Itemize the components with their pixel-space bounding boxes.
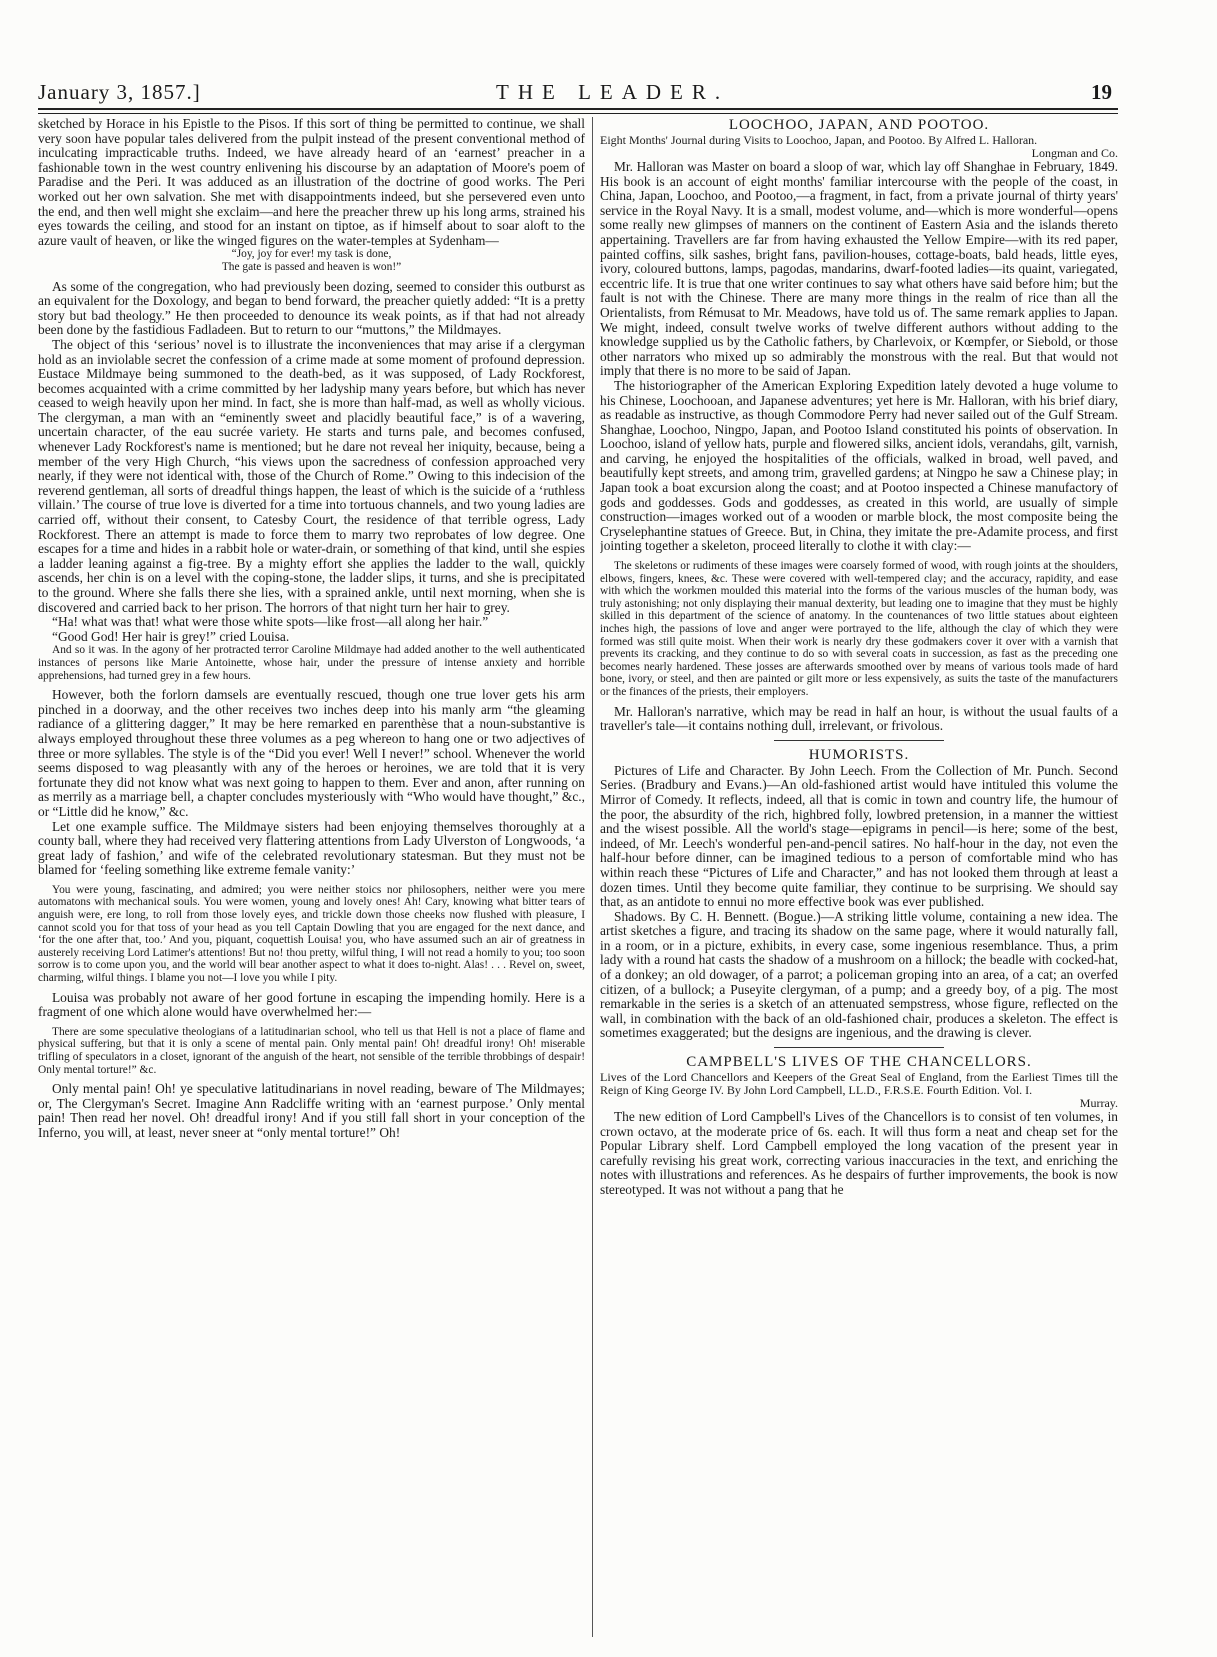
quotation: There are some speculative theologians of a latitudinarian school, who tell us that Hell is not a place of flame and physical suffering, but that it is only a scene of mental pain. Only mental pain! Oh! dreadful irony! Oh! miserable trifling of speculators in a closet, ignorant of the anguish of the heart, not sensible of the terrible throbbings of despair! Only mental torture!” &c.: [38, 1025, 585, 1076]
left-column: [38, 117, 585, 1637]
quotation: You were young, fascinating, and admired; you were neither stoics nor philosophers, neither were you mere automatons with mechanical souls. You were women, young and lovely ones! Ah! Cary, knowing what bitter tears of anguish were, ere long, to roll from those lovely eyes, and trickle down those cheeks now flushed with pleasure, I cannot scold you for that toss of your head as you tell Captain Dowling that you are engaged for the next dance, and ‘for the one after that, too.’ And you, piquant, coquettish Louisa! you, who have assumed such an air of greatness in austerely receiving Lord Latimer's attentions! But no! thou pretty, wilful thing, I will not read a homily to you; too soon sorrow is to come upon you, and the world will bear another aspect to what it does to-night. Alas! . . . Revel on, sweet, charming, wilful things. I blame you not—I love you while I pity.: [38, 883, 585, 985]
quoted-dialogue: “Good God! Her hair is grey!” cried Louisa.: [52, 628, 290, 644]
paragraph: Pictures of Life and Character. By John Leech. From the Collection of Mr. Punch. Second Series. (Bradbury and Evans.)—An old-fashioned artist would have intituled this volume the Mirror of Comedy. It reflects, indeed, all that is comic in town and country life, the humour of the poor, the absurdity of the rich, highbred folly, lowbred pretension, in a manner the wittiest and the wisest possible. All the world's stage—epigrams in pencil—is here; some of the best, indeed, of Mr. Leech's wonderful pen-and-pencil satires. No half-hour in the day, not even the half-hour before dinner, can be imagined tedious to a person of comfortable mind who has within reach these “Pictures of Life and Character,” and has not looked them through at least a dozen times. Until they become quite familiar, they continue to be surprising. We should say that, as an antidote to ennui no more effective book was ever published.: [600, 762, 1118, 910]
newspaper-title: THE LEADER.: [496, 80, 730, 104]
book-citation: Lives of the Lord Chancellors and Keepers of the Great Seal of England, from the Earliest Times till the Reign of King George IV. By John Lord Campbell, LL.D., F.R.S.E. Fourth Edition. Vol. I.: [600, 1070, 1118, 1098]
paragraph: The historiographer of the American Exploring Expedition lately devoted a huge volume to his Chinese, Loochooan, and Japanese adventures; yet here is Mr. Halloran, with his brief diary, as readable as instructive, as though Commodore Perry had never sailed out of the Gulf Stream. Shanghae, Loochoo, Ningpo, Japan, and Pootoo Island constituted his points of observation. In Loochoo, island of yellow hats, purple and flowered silks, ancient idols, verandahs, gilt, varnish, and carving, he enjoyed the hospitalities of the officials, walked in broad, well paved, and beautifully kept streets, and among trim, gravelled gardens; at Ningpo he saw a Chinese play; in Japan took a boat excursion along the coast; and at Pootoo inspected a Chinese manufactory of gods and goddesses. Gods and goddesses, as created in this world, are usually of simple construction—images worked out of a wooden or marble block, the most composite being the Cryselephantine statues of Greece. But, in China, they imitate the pre-Adamite process, and first jointing together a skeleton, proceed literally to clothe it with clay:—: [600, 377, 1118, 554]
verse-line: “Joy, joy for ever! my task is done,: [231, 248, 392, 261]
publisher: Murray.: [1079, 1096, 1118, 1111]
article-title-loochoo: LOOCHOO, JAPAN, AND POOTOO.: [728, 117, 990, 133]
quotation: And so it was. In the agony of her protracted terror Caroline Mildmaye had added another to the well authenticated instances of persons like Marie Antoinette, whose hair, under the pressure of intense anxiety and horrible apprehensions, had turned grey in a few hours.: [38, 644, 585, 682]
page-header: [38, 80, 1118, 106]
paragraph: Louisa was probably not aware of her good fortune in escaping the impending homily. Here is a fragment of one which alone would have overwhelmed her:—: [38, 989, 585, 1020]
paragraph: Let one example suffice. The Mildmaye sisters had been enjoying themselves thoroughly at a county ball, where they had received very flattering attentions from Lady Ulverston of Longwoods, ‘a great lady of fashion,’ and wife of the celebrated revolutionary statesman. But they must not be blamed for ‘feeling something like extreme female vanity:’: [38, 818, 585, 878]
paragraph: sketched by Horace in his Epistle to the Pisos. If this sort of thing be permitted to continue, we shall very soon have popular tales delivered from the pulpit instead of the present conventional method of inculcating impracticable truths. Indeed, we have already heard of an ‘earnest’ preacher in a fashionable town in the west country enlivening his discourse by an adaptation of Moore's poem of Paradise and the Peri. It was adduced as an illustration of the doctrine of good works. The Peri worked out her own salvation. She met with disappointments indeed, but she persevered even unto the end, and then well might she exclaim—and here the preacher threw up his long arms, strained his eyes towards the ceiling, and stood for an instant on tiptoe, as if himself about to soar aloft to the azure vault of heaven, or like the winged figures on the water-temples at Sydenham—: [38, 117, 585, 248]
paragraph: The object of this ‘serious’ novel is to illustrate the inconveniences that may arise if a clergyman hold as an inviolable secret the confession of a crime made at some moment of profound depression. Eustace Mildmaye being summoned to the death-bed, as it was supposed, of Lady Rockforest, becomes acquainted with a crime committed by her ladyship many years before, but which has never ceased to weigh heavily upon her mind. In fact, she is more than half-mad, as well as wholly vicious. The clergyman, a man with an “eminently sweet and placidly beautiful face,” is of a wavering, uncertain character, of the eau sucrée variety. He starts and turns pale, and becomes confused, whenever Lady Rockforest's name is mentioned; but he dare not reveal her iniquity, because, being a member of the very High Church, “his views upon the sacredness of confession approached very nearly, if they were not identical with, those of the Church of Rome.” Owing to this indecision of the reverend gentleman, all sorts of dreadful things happen, the least of which is the suicide of a ‘ruthless villain.’ The course of true love is diverted for a time into tortuous channels, and two young ladies are carried off, without their consent, to Catesby Court, the residence of that terrible ogress, Lady Rockforest. There an attempt is made to force them to marry two reprobates of low degree. One escapes for a time and hides in a rabbit hole or water-drain, or something of that kind, until she espies a ladder leaning against a fig-tree. By a mighty effort she applies the ladder to the wall, quickly ascends, her chin is on a level with the coping-stone, the ladder slips, it turns, and she is precipitated to the ground. Where she falls there she lies, with a sprained ankle, until next morning, when she is discovered and carried back to her prison. The horrors of that night turn her hair to grey.: [38, 336, 585, 615]
column-divider: [592, 117, 593, 1637]
article-title-humorists: HUMORISTS.: [808, 746, 910, 763]
paragraph: Mr. Halloran was Master on board a sloop of war, which lay off Shanghae in February, 1849. His book is an account of eight months' familiar intercourse with the people of the coast, in China, Japan, Loochoo, and Pootoo,—a fragment, in fact, from a private journal of thirty years' service in the Royal Navy. It is a small, modest volume, and—which is more wonderful—opens some really new glimpses of manners on the continent of Eastern Asia and the islands thereto appertaining. Travellers are far from having exhausted the Yellow Empire—with its red paper, painted coffins, silk sashes, bright fans, pavilion-houses, cottage-boats, bald heads, little eyes, ivory, coloured buttons, lamps, pagodas, mandarins, dwarf-footed ladies—its quaint, variegated, eccentric life. It is true that one writer continues to say what others have said before him; but the fault is not with the Chinese. There are many more things in the realm of rice than all the Orientalists, from Rémusat to Mr. Meadows, have told us of. The same remark applies to Japan. We might, indeed, consult twelve works of twelve different authors without adding to the knowledge supplied us by the Catholic fathers, by Charlevoix, or Kœmpfer, or Siebold, or those other narrators who mixed up so admirably the monstrous with the real. But that would not imply that there is no more to be said of Japan.: [600, 159, 1118, 379]
paragraph: Mr. Halloran's narrative, which may be read in half an hour, is without the usual faults of a traveller's tale—it contains nothing dull, irrelevant, or frivolous.: [600, 703, 1118, 734]
book-citation: Eight Months' Journal during Visits to Loochoo, Japan, and Pootoo. By Alfred L. Halloran.: [600, 133, 1038, 147]
paragraph: Only mental pain! Oh! ye speculative latitudinarians in novel reading, beware of The Mildmayes; or, The Clergyman's Secret. Imagine Ann Radcliffe writing with an ‘earnest purpose.’ Only mental pain! Then read her novel. Oh! dreadful irony! And if you still fall short in your conception of the Inferno, you will, at least, never sneer at “only mental torture!” Oh!: [38, 1081, 585, 1140]
issue-date: January 3, 1857.]: [38, 80, 201, 104]
verse-line: The gate is passed and heaven is won!”: [221, 260, 402, 273]
right-column: [600, 117, 1118, 1637]
paragraph: The new edition of Lord Campbell's Lives of the Chancellors is to consist of ten volumes, in crown octavo, at the moderate price of 6s. each. It will thus form a neat and cheap set for the Popular Library shelf. Lord Campbell employed the long vacation of the present year in carefully revising his great work, correcting various inaccuracies in the text, and enriching the notes with illustrations and references. As he despairs of further improvements, the book is now stereotyped. It was not without a pang that he: [600, 1109, 1118, 1197]
article-title-campbell: CAMPBELL'S LIVES OF THE CHANCELLORS.: [686, 1054, 1032, 1071]
header-rule: [38, 108, 1118, 114]
publisher: Longman and Co.: [1031, 146, 1118, 160]
paragraph: As some of the congregation, who had previously been dozing, seemed to consider this outburst as an equivalent for the Doxology, and began to bend forward, the preacher quietly added: “It is a pretty story but bad theology.” He then proceeded to denounce its weak points, as if that had not already been done by the fastidious Fadladeen. But to return to our “muttons,” the Mildmayes.: [38, 278, 585, 338]
section-rule: [774, 740, 944, 741]
section-rule: [774, 1047, 944, 1048]
quotation: The skeletons or rudiments of these images were coarsely formed of wood, with rough joints at the shoulders, elbows, fingers, knees, &c. These were covered with well-tempered clay; and the accuracy, rapidity, and ease with which the workmen moulded this material into the forms of the various muscles of the human body, was truly astonishing; not only displaying their manual dexterity, but leading one to imagine that they must be highly skilled in this department of the science of anatomy. In the countenances of two little statues about eighteen inches high, the passions of love and anger were portrayed to the life, although the clay of which they were formed was still quite moist. When their work is nearly dry these godmakers cover it over with a varnish that prevents its cracking, and they continue to do so with several coats in succession, as fast as the preceding one becomes nearly hardened. These josses are afterwards smoothed over by means of various tools made of hard bone, ivory, or steel, and then are painted or gilt more or less expensively, as suits the taste of the manufacturers or the finances of the priests, their employers.: [600, 560, 1118, 698]
paragraph: However, both the forlorn damsels are eventually rescued, though one true lover gets his arm pinched in a doorway, and the other receives two inches deep into his manly arm “the gleaming radiance of a glittering dagger,” It may be here remarked en parenthèse that a noun-substantive is always employed throughout these three volumes as a peg whereon to hang one or two adjectives of three or more syllables. The style is of the “Did you ever! Well I never!” school. Whenever the world seems disposed to wag pleasantly with any of the heroes or heroines, we are told that it is very fortunate they did not know what was next going to happen to them. Ever and anon, after running on as merrily as a marriage bell, a chapter concludes mysteriously with “Who would have thought,” &c., or “Little did he know,” &c.: [38, 687, 585, 819]
quoted-dialogue: “Ha! what was that! what were those white spots—like frost—all along her hair.”: [52, 614, 489, 630]
paragraph: Shadows. By C. H. Bennett. (Bogue.)—A striking little volume, containing a new idea. The artist sketches a figure, and tracing its shadow on the same page, where it would naturally fall, in a room, or in a picture, exhibits, in every case, some ingenious resemblance. Thus, a prim lady with a round hat casts the shadow of a mushroom on a hillock; the beadle with cocked-hat, of a donkey; an old dowager, of a parrot; a policeman groping into an area, of a cat; an overfed citizen, of a bullock; a Puseyite clergyman, of a pump; and a greedy boy, of a pig. The most remarkable in the series is a sketch of an attenuated sempstress, whose figure, reflected on the wall, in combination with the back of an old-fashioned chair, produces a skeleton. The effect is sometimes exaggerated; but the designs are ingenious, and the drawing is clever.: [600, 908, 1118, 1041]
page-number: 19: [1091, 80, 1112, 104]
